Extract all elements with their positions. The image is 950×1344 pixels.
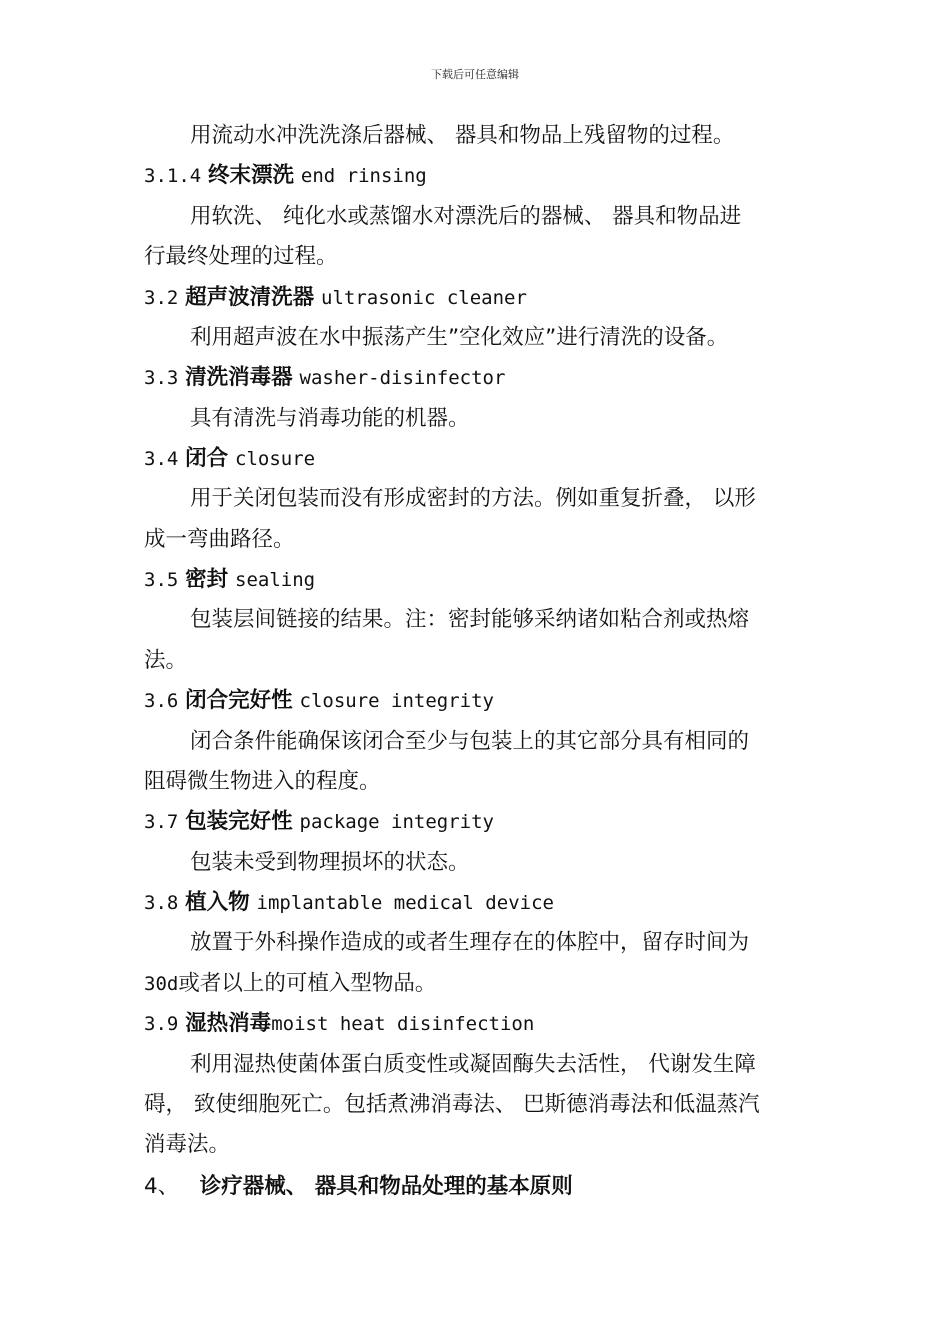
term-heading: 3.6 闭合完好性 closure integrity [144, 688, 494, 713]
paragraph-line: 包装未受到物理损坏的状态。 [190, 850, 470, 875]
term-heading: 3.7 包装完好性 package integrity [144, 809, 494, 834]
term-heading: 3.9 湿热消毒moist heat disinfection [144, 1011, 535, 1036]
paragraph-line: 消毒法。 [144, 1132, 231, 1157]
term-heading: 3.8 植入物 implantable medical device [144, 890, 554, 915]
paragraph-line: 阻碍微生物进入的程度。 [144, 769, 381, 794]
paragraph-line: 成一弯曲路径。 [144, 527, 295, 552]
paragraph-line: 用流动水冲洗洗涤后器械、 器具和物品上残留物的过程。 [190, 123, 735, 148]
paragraph-line: 利用湿热使菌体蛋白质变性或凝固酶失去活性， 代谢发生障 [190, 1052, 756, 1077]
paragraph-line: 用于关闭包装而没有形成密封的方法。例如重复折叠， 以形 [190, 486, 756, 511]
paragraph-line: 法。 [144, 648, 188, 673]
paragraph-line: 用软洗、 纯化水或蒸馏水对漂洗后的器械、 器具和物品进 [190, 204, 742, 229]
paragraph-line: 放置于外科操作造成的或者生理存在的体腔中，留存时间为 [190, 930, 750, 955]
paragraph-line: 30d或者以上的可植入型物品。 [144, 971, 437, 996]
page-header: 下载后可任意编辑 [431, 68, 519, 81]
term-heading: 3.4 闭合 closure [144, 446, 316, 471]
term-heading: 3.2 超声波清洗器 ultrasonic cleaner [144, 285, 527, 310]
paragraph-line: 闭合条件能确保该闭合至少与包装上的其它部分具有相同的 [190, 729, 750, 754]
paragraph-line: 碍， 致使细胞死亡。包括煮沸消毒法、 巴斯德消毒法和低温蒸汽 [144, 1092, 760, 1117]
paragraph-line: 包装层间链接的结果。注：密封能够采纳诸如粘合剂或热熔 [190, 607, 750, 632]
paragraph-line: 行最终处理的过程。 [144, 244, 338, 269]
paragraph-line: 具有清洗与消毒功能的机器。 [190, 406, 470, 431]
term-heading: 3.1.4 终末漂洗 end rinsing [144, 163, 427, 188]
section-heading: 4、 诊疗器械、 器具和物品处理的基本原则 [144, 1174, 573, 1199]
paragraph-line: 利用超声波在水中振荡产生”空化效应”进行清洗的设备。 [190, 325, 729, 350]
term-heading: 3.3 清洗消毒器 washer-disinfector [144, 365, 506, 390]
term-heading: 3.5 密封 sealing [144, 567, 316, 592]
